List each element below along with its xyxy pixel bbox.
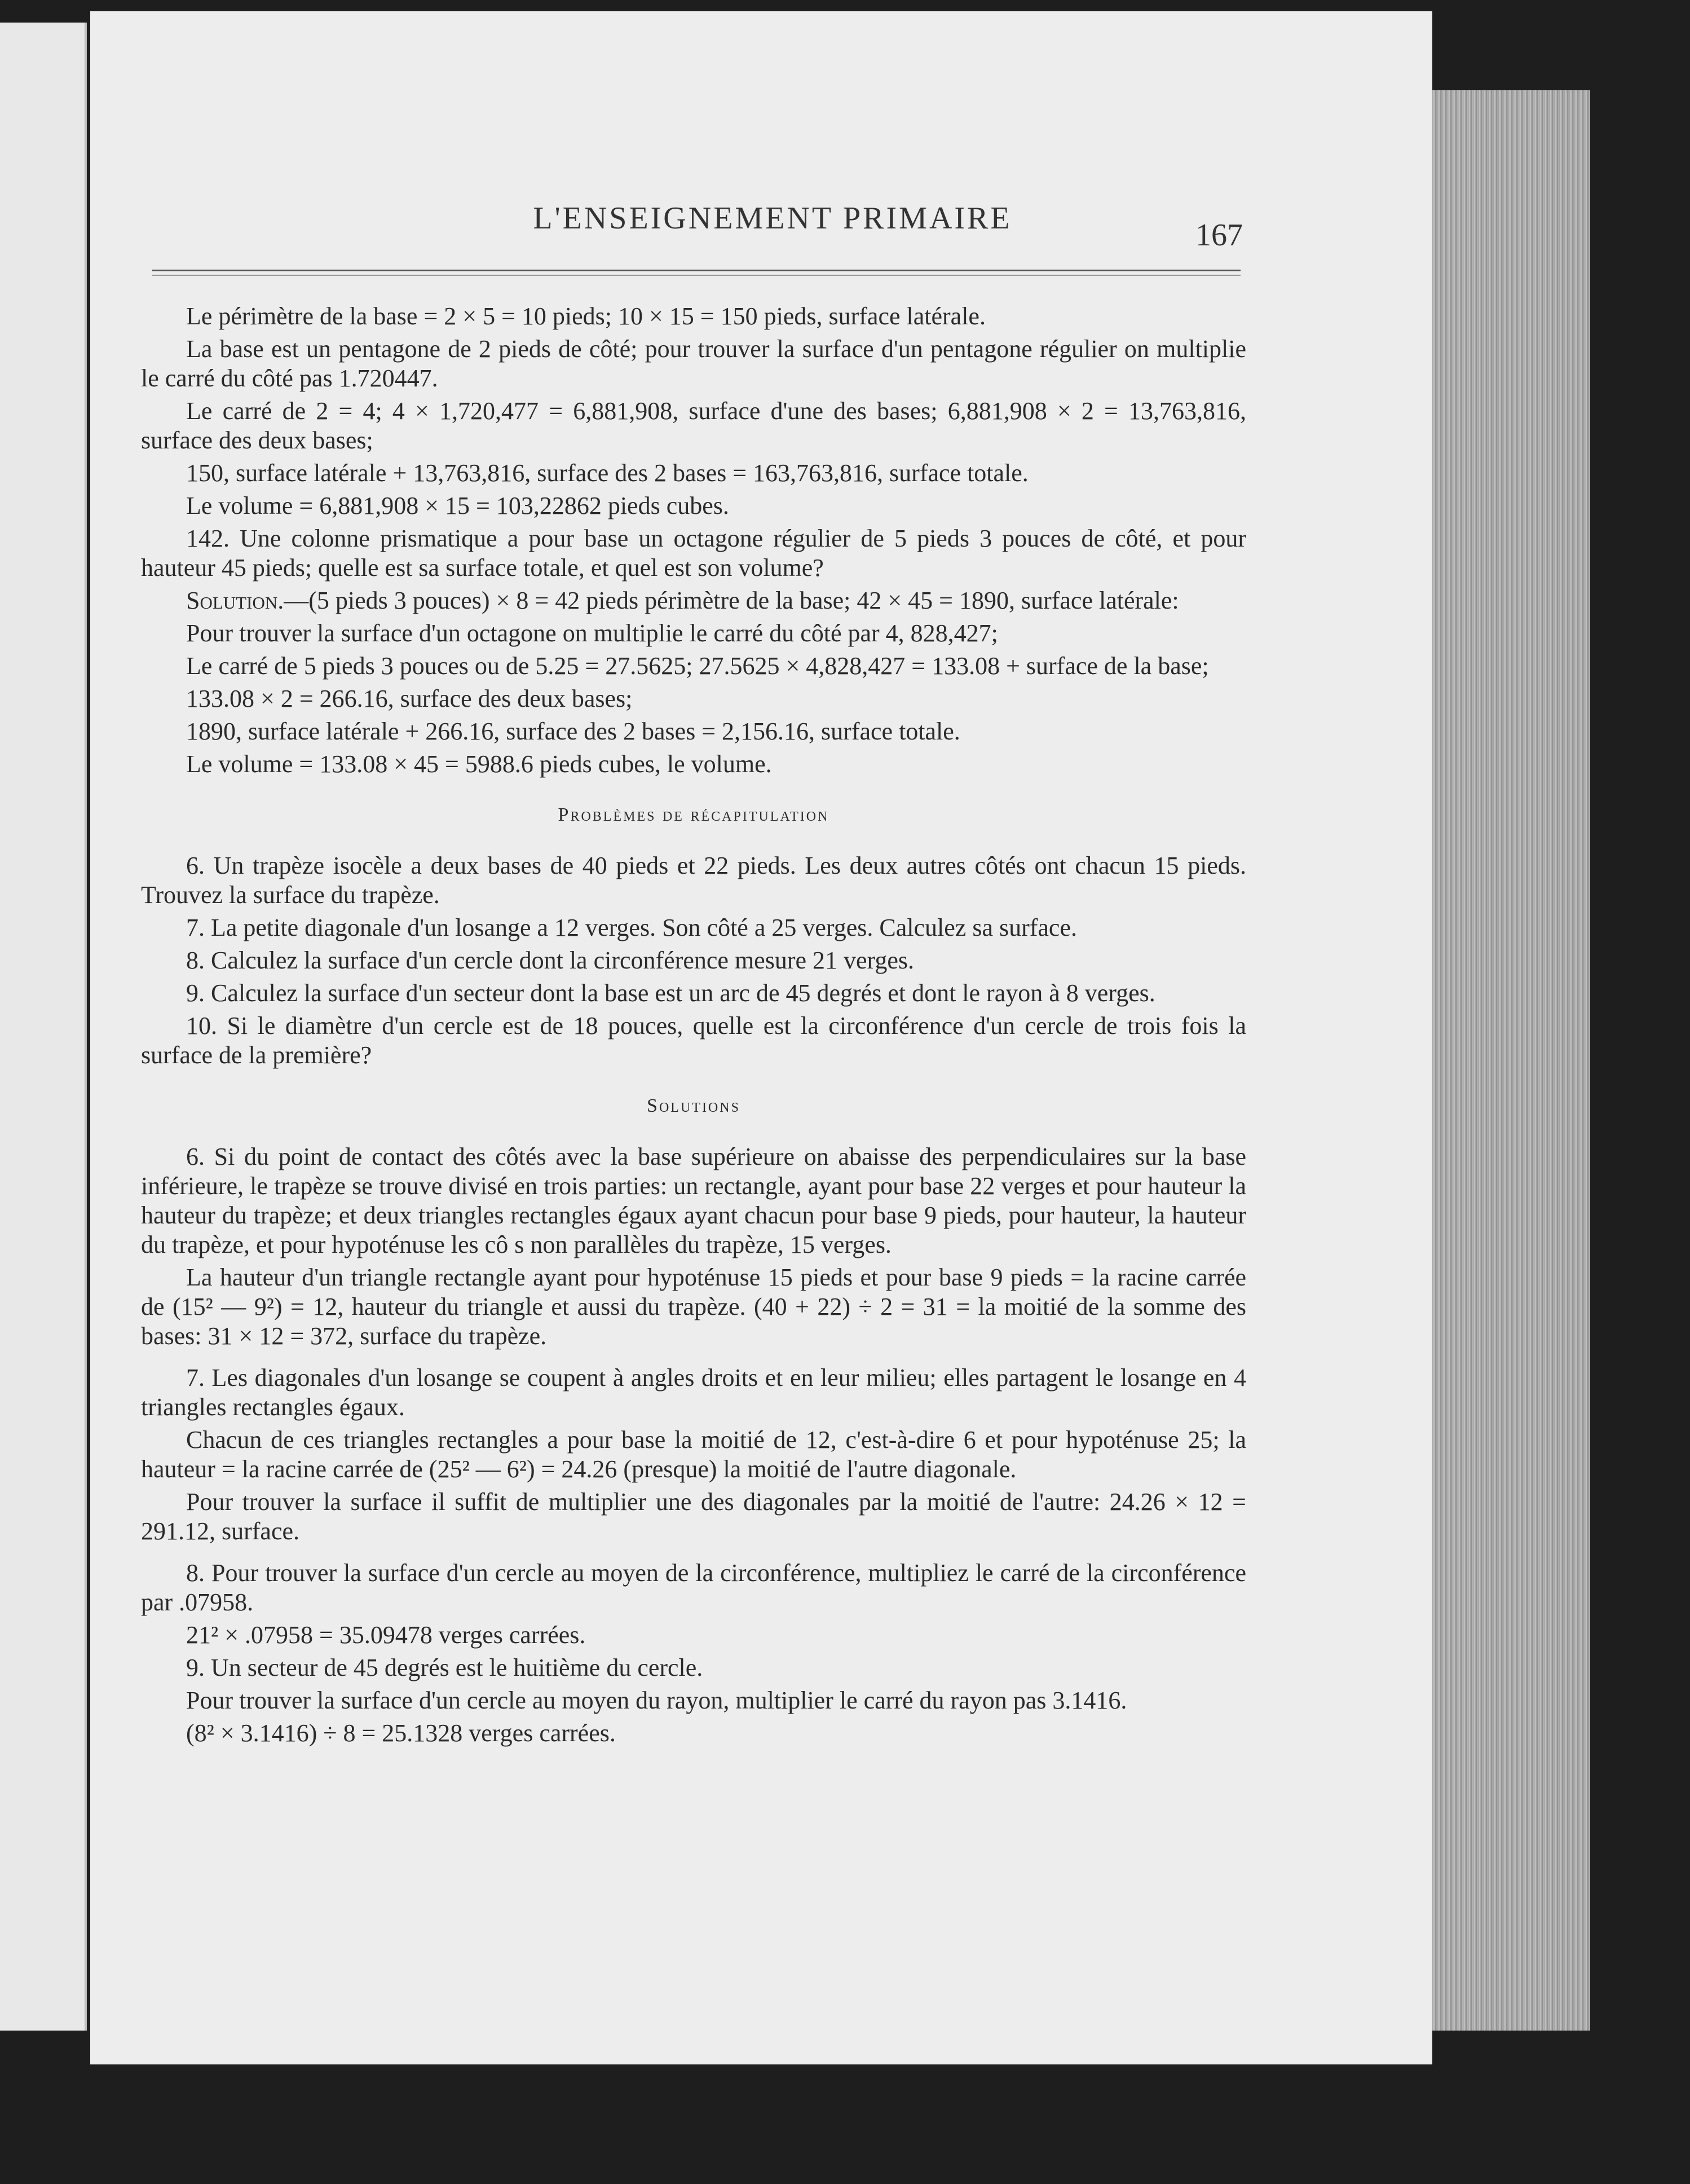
paragraph: Le carré de 5 pieds 3 pouces ou de 5.25 = 27.5625; 27.5625 × 4,828,427 = 133.08 + surface de la base;	[186, 652, 1209, 680]
book-page-edges	[1432, 90, 1590, 2031]
paragraph: La hauteur d'un triangle rectangle ayant pour hypoténuse 15 pieds et pour base 9 pieds = la racine carrée de (15² — 9²) = 12, hauteur du triangle et aussi du trapèze. (40 + 22) ÷ 2 = 31 = la moitié de la somme des bases: 31 × 12 = 372, surface du trapèze.	[141, 1263, 1246, 1350]
paragraph: 21² × .07958 = 35.09478 verges carrées.	[186, 1621, 586, 1649]
paragraph: Pour trouver la surface d'un cercle au moyen du rayon, multiplier le carré du rayon pas 3.1416.	[186, 1687, 1127, 1714]
problem-142: 142. Une colonne prismatique a pour base un octagone régulier de 5 pieds 3 pouces de côté, et pour hauteur 45 pieds; quelle est sa surface totale, et quel est son volume?	[141, 525, 1246, 582]
page-number: 167	[1195, 218, 1243, 253]
paragraph: 150, surface latérale + 13,763,816, surface des 2 bases = 163,763,816, surface totale.	[186, 459, 1029, 487]
problem-7: 7. La petite diagonale d'un losange a 12 verges. Son côté a 25 verges. Calculez sa surface.	[186, 914, 1077, 941]
paragraph: Le volume = 6,881,908 × 15 = 103,22862 pieds cubes.	[186, 492, 729, 519]
paragraph: Le volume = 133.08 × 45 = 5988.6 pieds cubes, le volume.	[186, 750, 772, 778]
paragraph: Le carré de 2 = 4; 4 × 1,720,477 = 6,881,908, surface d'une des bases; 6,881,908 × 2 = 13,763,816, surface des deux bases;	[141, 397, 1246, 454]
section-heading-recapitulation: Problèmes de récapitulation	[558, 804, 829, 825]
section-heading-solutions: Solutions	[647, 1095, 740, 1116]
running-header: L'ENSEIGNEMENT PRIMAIRE	[533, 201, 1012, 236]
header-rule	[152, 270, 1241, 276]
paragraph: 1890, surface latérale + 266.16, surface des 2 bases = 2,156.16, surface totale.	[186, 717, 960, 745]
paragraph: Pour trouver la surface il suffit de multiplier une des diagonales par la moitié de l'autre: 24.26 × 12 = 291.12, surface.	[141, 1488, 1246, 1545]
solution-label: Solution.	[186, 587, 284, 614]
problem-10: 10. Si le diamètre d'un cercle est de 18 pouces, quelle est la circonférence d'un cercle de trois fois la surface de la première?	[141, 1012, 1246, 1069]
paragraph: Pour trouver la surface d'un octagone on multiplie le carré du côté par 4, 828,427;	[186, 619, 998, 647]
problem-9: 9. Calculez la surface d'un secteur dont la base est un arc de 45 degrés et dont le rayon à 8 verges.	[186, 979, 1155, 1007]
solution-6: 6. Si du point de contact des côtés avec la base supérieure on abaisse des perpendiculaires sur la base inférieure, le trapèze se trouve divisé en trois parties: un rectangle, ayant pour base 22 verges et pour hauteur la hauteur du trapèze; et deux triangles rectangles égaux ayant chacun pour base 9 pieds, pour hauteur, la hauteur du trapèze, et pour hypoténuse les cô s non parallèles du trapèze, 15 verges.	[141, 1143, 1246, 1258]
paragraph: (8² × 3.1416) ÷ 8 = 25.1328 verges carrées.	[186, 1719, 616, 1747]
solution-9: 9. Un secteur de 45 degrés est le huitième du cercle.	[186, 1654, 703, 1681]
problem-8: 8. Calculez la surface d'un cercle dont la circonférence mesure 21 verges.	[186, 946, 915, 974]
problem-6: 6. Un trapèze isocèle a deux bases de 40 pieds et 22 pieds. Les deux autres côtés ont chacun 15 pieds. Trouvez la surface du trapèze.	[141, 852, 1246, 909]
solution-text: —(5 pieds 3 pouces) × 8 = 42 pieds périmètre de la base; 42 × 45 = 1890, surface latérale:	[284, 587, 1179, 614]
solution-8: 8. Pour trouver la surface d'un cercle au moyen de la circonférence, multipliez le carré de la circonférence par .07958.	[141, 1559, 1246, 1616]
facing-page-edge	[0, 23, 87, 2031]
page-text	[141, 302, 1246, 1751]
paragraph: La base est un pentagone de 2 pieds de côté; pour trouver la surface d'un pentagone régulier on multiplie le carré du côté pas 1.720447.	[141, 335, 1246, 392]
paragraph: Chacun de ces triangles rectangles a pour base la moitié de 12, c'est-à-dire 6 et pour hypoténuse 25; la hauteur = la racine carrée de (25² — 6²) = 24.26 (presque) la moitié de l'autre diagonale.	[141, 1426, 1246, 1483]
solution-142	[141, 586, 1246, 615]
paragraph: Le périmètre de la base = 2 × 5 = 10 pieds; 10 × 15 = 150 pieds, surface latérale.	[186, 302, 986, 330]
paragraph: 133.08 × 2 = 266.16, surface des deux bases;	[186, 685, 633, 712]
solution-7: 7. Les diagonales d'un losange se coupent à angles droits et en leur milieu; elles partagent le losange en 4 triangles rectangles égaux.	[141, 1364, 1246, 1421]
